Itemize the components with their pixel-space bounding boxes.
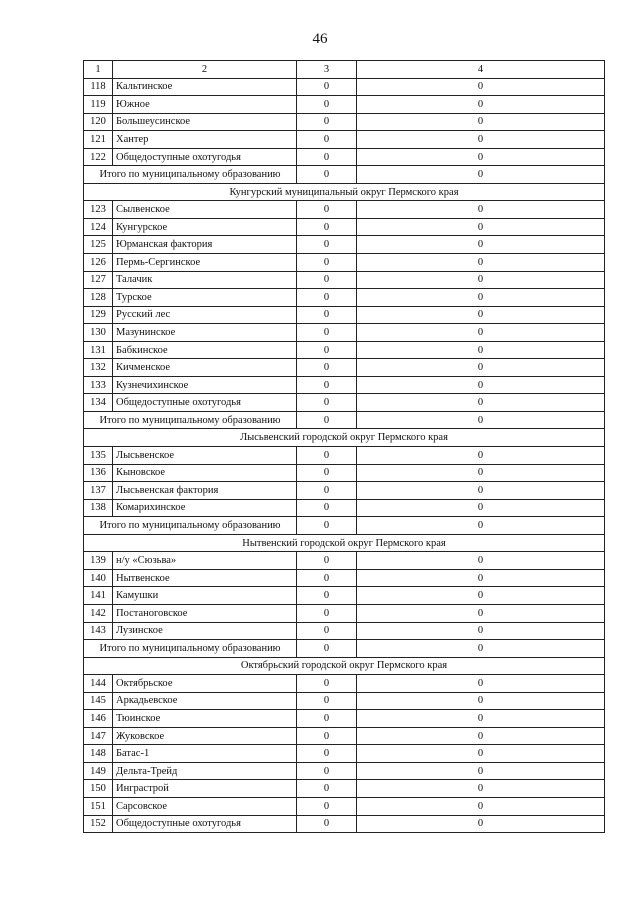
table-row bbox=[84, 569, 605, 587]
total-label: Итого по муниципальному образованию bbox=[84, 640, 297, 658]
row-col4-value: 0 bbox=[357, 464, 605, 482]
row-name: Пермь-Сергинское bbox=[113, 254, 297, 272]
row-col4-value: 0 bbox=[357, 201, 605, 219]
table-row bbox=[84, 78, 605, 96]
row-number: 125 bbox=[84, 236, 113, 254]
row-name: Хантер bbox=[113, 131, 297, 149]
table-row bbox=[84, 780, 605, 798]
row-col4-value: 0 bbox=[357, 675, 605, 693]
row-col4-value: 0 bbox=[357, 499, 605, 517]
row-col4-value: 0 bbox=[357, 148, 605, 166]
row-number: 126 bbox=[84, 254, 113, 272]
row-col3-value: 0 bbox=[297, 447, 357, 465]
table-row bbox=[84, 289, 605, 307]
row-col4-value: 0 bbox=[357, 218, 605, 236]
table-header-row bbox=[84, 61, 605, 79]
row-col3-value: 0 bbox=[297, 797, 357, 815]
row-name: Лысьвенское bbox=[113, 447, 297, 465]
row-col4-value: 0 bbox=[357, 236, 605, 254]
row-col3-value: 0 bbox=[297, 587, 357, 605]
row-name: Жуковское bbox=[113, 727, 297, 745]
total-row bbox=[84, 640, 605, 658]
row-col3-value: 0 bbox=[297, 464, 357, 482]
row-col4-value: 0 bbox=[357, 482, 605, 500]
row-name: Нытвенское bbox=[113, 569, 297, 587]
row-number: 150 bbox=[84, 780, 113, 798]
table-row bbox=[84, 394, 605, 412]
row-col4-value: 0 bbox=[357, 78, 605, 96]
table-row bbox=[84, 131, 605, 149]
row-col3-value: 0 bbox=[297, 96, 357, 114]
row-col3-value: 0 bbox=[297, 341, 357, 359]
row-name: Октябрьское bbox=[113, 675, 297, 693]
row-number: 118 bbox=[84, 78, 113, 96]
total-col4-value: 0 bbox=[357, 411, 605, 429]
column-header-3: 3 bbox=[297, 61, 357, 79]
table-row bbox=[84, 604, 605, 622]
row-col3-value: 0 bbox=[297, 710, 357, 728]
row-col4-value: 0 bbox=[357, 569, 605, 587]
hunting-grounds-table bbox=[83, 60, 605, 833]
row-number: 123 bbox=[84, 201, 113, 219]
row-col3-value: 0 bbox=[297, 78, 357, 96]
column-header-2: 2 bbox=[113, 61, 297, 79]
table-row bbox=[84, 552, 605, 570]
row-number: 124 bbox=[84, 218, 113, 236]
row-col4-value: 0 bbox=[357, 341, 605, 359]
row-number: 147 bbox=[84, 727, 113, 745]
row-col4-value: 0 bbox=[357, 376, 605, 394]
row-col3-value: 0 bbox=[297, 376, 357, 394]
row-number: 149 bbox=[84, 762, 113, 780]
row-col4-value: 0 bbox=[357, 394, 605, 412]
row-number: 145 bbox=[84, 692, 113, 710]
section-title: Нытвенский городской округ Пермского края bbox=[84, 534, 605, 552]
row-name: Сылвенское bbox=[113, 201, 297, 219]
row-col3-value: 0 bbox=[297, 148, 357, 166]
page-number: 46 bbox=[312, 31, 328, 47]
row-number: 121 bbox=[84, 131, 113, 149]
table-row bbox=[84, 148, 605, 166]
table-row bbox=[84, 745, 605, 763]
row-col4-value: 0 bbox=[357, 254, 605, 272]
row-col4-value: 0 bbox=[357, 324, 605, 342]
row-number: 128 bbox=[84, 289, 113, 307]
row-number: 140 bbox=[84, 569, 113, 587]
row-col3-value: 0 bbox=[297, 236, 357, 254]
total-label: Итого по муниципальному образованию bbox=[84, 166, 297, 184]
row-col4-value: 0 bbox=[357, 289, 605, 307]
row-number: 141 bbox=[84, 587, 113, 605]
row-col3-value: 0 bbox=[297, 131, 357, 149]
row-col3-value: 0 bbox=[297, 675, 357, 693]
row-name: Юрманская фактория bbox=[113, 236, 297, 254]
row-name: Кузнечихинское bbox=[113, 376, 297, 394]
row-col3-value: 0 bbox=[297, 306, 357, 324]
row-name: Лысьвенская фактория bbox=[113, 482, 297, 500]
table-row bbox=[84, 271, 605, 289]
row-name: Камушки bbox=[113, 587, 297, 605]
row-name: Батас-1 bbox=[113, 745, 297, 763]
row-col3-value: 0 bbox=[297, 815, 357, 833]
row-name: Общедоступные охотугодья bbox=[113, 815, 297, 833]
total-row bbox=[84, 411, 605, 429]
row-col3-value: 0 bbox=[297, 324, 357, 342]
section-header-row bbox=[84, 429, 605, 447]
row-col4-value: 0 bbox=[357, 96, 605, 114]
row-col4-value: 0 bbox=[357, 780, 605, 798]
table-row bbox=[84, 376, 605, 394]
table-body bbox=[84, 61, 605, 833]
table-row bbox=[84, 464, 605, 482]
row-col3-value: 0 bbox=[297, 359, 357, 377]
row-number: 151 bbox=[84, 797, 113, 815]
row-number: 133 bbox=[84, 376, 113, 394]
table-row bbox=[84, 762, 605, 780]
row-col4-value: 0 bbox=[357, 815, 605, 833]
row-number: 138 bbox=[84, 499, 113, 517]
row-col4-value: 0 bbox=[357, 692, 605, 710]
row-col3-value: 0 bbox=[297, 271, 357, 289]
row-col4-value: 0 bbox=[357, 745, 605, 763]
table-row bbox=[84, 797, 605, 815]
total-col3-value: 0 bbox=[297, 411, 357, 429]
column-header-4: 4 bbox=[357, 61, 605, 79]
table-row bbox=[84, 499, 605, 517]
table-row bbox=[84, 482, 605, 500]
row-name: Бабкинское bbox=[113, 341, 297, 359]
row-name: Кальтинское bbox=[113, 78, 297, 96]
row-name: Талачик bbox=[113, 271, 297, 289]
table-row bbox=[84, 201, 605, 219]
row-name: Общедоступные охотугодья bbox=[113, 148, 297, 166]
table-row bbox=[84, 710, 605, 728]
table-row bbox=[84, 341, 605, 359]
total-col4-value: 0 bbox=[357, 517, 605, 535]
row-col3-value: 0 bbox=[297, 692, 357, 710]
row-col3-value: 0 bbox=[297, 254, 357, 272]
row-col3-value: 0 bbox=[297, 113, 357, 131]
table-row bbox=[84, 622, 605, 640]
total-col4-value: 0 bbox=[357, 166, 605, 184]
row-name: Общедоступные охотугодья bbox=[113, 394, 297, 412]
table-row bbox=[84, 587, 605, 605]
row-number: 135 bbox=[84, 447, 113, 465]
row-number: 144 bbox=[84, 675, 113, 693]
row-number: 122 bbox=[84, 148, 113, 166]
row-col3-value: 0 bbox=[297, 482, 357, 500]
row-name: Дельта-Трейд bbox=[113, 762, 297, 780]
column-header-1: 1 bbox=[84, 61, 113, 79]
row-col3-value: 0 bbox=[297, 762, 357, 780]
row-name: Русский лес bbox=[113, 306, 297, 324]
table-row bbox=[84, 675, 605, 693]
row-col4-value: 0 bbox=[357, 359, 605, 377]
row-col4-value: 0 bbox=[357, 604, 605, 622]
row-name: Инграстрой bbox=[113, 780, 297, 798]
row-number: 148 bbox=[84, 745, 113, 763]
row-col4-value: 0 bbox=[357, 622, 605, 640]
total-label: Итого по муниципальному образованию bbox=[84, 517, 297, 535]
row-col3-value: 0 bbox=[297, 552, 357, 570]
table-row bbox=[84, 218, 605, 236]
row-col3-value: 0 bbox=[297, 218, 357, 236]
row-number: 127 bbox=[84, 271, 113, 289]
section-title: Кунгурский муниципальный округ Пермского края bbox=[84, 183, 605, 201]
table-row bbox=[84, 254, 605, 272]
table-row bbox=[84, 692, 605, 710]
row-number: 134 bbox=[84, 394, 113, 412]
table-row bbox=[84, 727, 605, 745]
row-name: Большеусинское bbox=[113, 113, 297, 131]
row-col3-value: 0 bbox=[297, 569, 357, 587]
row-number: 143 bbox=[84, 622, 113, 640]
total-row bbox=[84, 166, 605, 184]
total-label: Итого по муниципальному образованию bbox=[84, 411, 297, 429]
row-col4-value: 0 bbox=[357, 306, 605, 324]
table-row bbox=[84, 96, 605, 114]
section-header-row bbox=[84, 183, 605, 201]
row-col4-value: 0 bbox=[357, 762, 605, 780]
row-col4-value: 0 bbox=[357, 131, 605, 149]
row-col3-value: 0 bbox=[297, 727, 357, 745]
total-col3-value: 0 bbox=[297, 166, 357, 184]
row-number: 139 bbox=[84, 552, 113, 570]
row-col4-value: 0 bbox=[357, 587, 605, 605]
row-number: 146 bbox=[84, 710, 113, 728]
row-number: 119 bbox=[84, 96, 113, 114]
section-title: Лысьвенский городской округ Пермского края bbox=[84, 429, 605, 447]
row-col3-value: 0 bbox=[297, 745, 357, 763]
row-name: н/у «Сюзьва» bbox=[113, 552, 297, 570]
row-number: 132 bbox=[84, 359, 113, 377]
row-name: Кичменское bbox=[113, 359, 297, 377]
row-number: 120 bbox=[84, 113, 113, 131]
row-name: Сарсовское bbox=[113, 797, 297, 815]
row-col3-value: 0 bbox=[297, 499, 357, 517]
table-row bbox=[84, 447, 605, 465]
row-col4-value: 0 bbox=[357, 552, 605, 570]
row-col4-value: 0 bbox=[357, 710, 605, 728]
row-col4-value: 0 bbox=[357, 271, 605, 289]
row-name: Комарихинское bbox=[113, 499, 297, 517]
row-name: Кунгурское bbox=[113, 218, 297, 236]
row-name: Кыновское bbox=[113, 464, 297, 482]
table-row bbox=[84, 359, 605, 377]
row-name: Южное bbox=[113, 96, 297, 114]
row-number: 137 bbox=[84, 482, 113, 500]
row-number: 129 bbox=[84, 306, 113, 324]
row-number: 130 bbox=[84, 324, 113, 342]
row-name: Аркадьевское bbox=[113, 692, 297, 710]
row-col4-value: 0 bbox=[357, 797, 605, 815]
row-number: 136 bbox=[84, 464, 113, 482]
table-row bbox=[84, 815, 605, 833]
row-col4-value: 0 bbox=[357, 447, 605, 465]
row-col3-value: 0 bbox=[297, 622, 357, 640]
row-col3-value: 0 bbox=[297, 289, 357, 307]
row-col3-value: 0 bbox=[297, 201, 357, 219]
row-col3-value: 0 bbox=[297, 780, 357, 798]
row-name: Мазунинское bbox=[113, 324, 297, 342]
row-name: Тюинское bbox=[113, 710, 297, 728]
row-col3-value: 0 bbox=[297, 604, 357, 622]
table-row bbox=[84, 306, 605, 324]
table-row bbox=[84, 236, 605, 254]
total-col3-value: 0 bbox=[297, 517, 357, 535]
row-number: 142 bbox=[84, 604, 113, 622]
row-name: Постаноговское bbox=[113, 604, 297, 622]
row-number: 152 bbox=[84, 815, 113, 833]
row-col4-value: 0 bbox=[357, 113, 605, 131]
section-title: Октябрьский городской округ Пермского края bbox=[84, 657, 605, 675]
row-col4-value: 0 bbox=[357, 727, 605, 745]
table-row bbox=[84, 113, 605, 131]
table-row bbox=[84, 324, 605, 342]
section-header-row bbox=[84, 534, 605, 552]
row-name: Лузинское bbox=[113, 622, 297, 640]
total-col4-value: 0 bbox=[357, 640, 605, 658]
row-name: Турское bbox=[113, 289, 297, 307]
total-col3-value: 0 bbox=[297, 640, 357, 658]
row-number: 131 bbox=[84, 341, 113, 359]
total-row bbox=[84, 517, 605, 535]
section-header-row bbox=[84, 657, 605, 675]
row-col3-value: 0 bbox=[297, 394, 357, 412]
